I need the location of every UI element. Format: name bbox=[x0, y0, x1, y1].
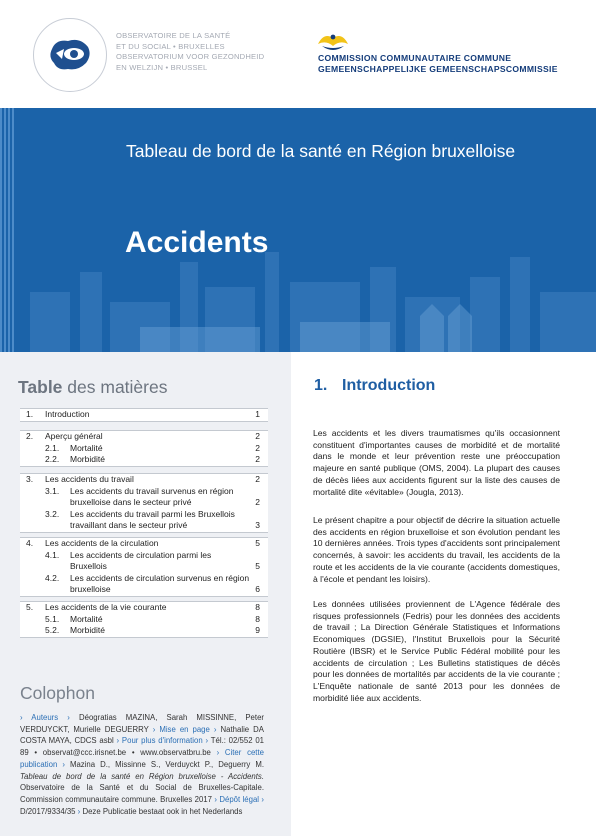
city-skyline-illustration bbox=[0, 232, 596, 352]
toc-entry[interactable]: 2.1. Mortalité 2 bbox=[45, 442, 260, 453]
toc-entry[interactable]: 5.2. Morbidité 9 bbox=[45, 625, 260, 635]
chevron-right-icon: › bbox=[77, 806, 81, 816]
chevron-right-icon: › bbox=[20, 713, 23, 722]
toc-group bbox=[20, 408, 268, 422]
citation-title: Tableau de bord de la santé en Région bruxelloise - Accidents. bbox=[20, 771, 264, 781]
cite-label: Citer cette publication bbox=[20, 748, 264, 769]
toc-entry[interactable]: 1. Introduction 1 bbox=[26, 409, 260, 419]
layout-label: Mise en page bbox=[159, 724, 210, 734]
toc-entry[interactable]: 4.2. Les accidents de circulation survenus en région bruxelloise 6 bbox=[45, 572, 260, 594]
toc-panel bbox=[0, 352, 291, 836]
legal-label: Dépôt légal bbox=[219, 794, 260, 804]
intro-paragraph-1: Les accidents et les divers traumatismes qu'ils occasionnent constituent d'importantes causes de morbidité et de mortalité dans le monde et leur prévention reste une préoccupation majeure en santé publique (OMS, 2004). La plupart des causes de décès liées aux accidents figurent sur la liste des causes de mortalité dite «évitable» (Jougla, 2013). bbox=[313, 428, 560, 497]
title-banner bbox=[0, 108, 596, 352]
chevron-right-icon: › bbox=[214, 794, 217, 804]
toc-group bbox=[20, 601, 268, 638]
toc-entry[interactable]: 3. Les accidents du travail 2 bbox=[26, 474, 260, 484]
banner-subtitle: Tableau de bord de la santé en Région bruxelloise bbox=[126, 141, 516, 161]
toc-entry[interactable]: 2.2. Morbidité 2 bbox=[45, 454, 260, 464]
intro-paragraph-2: Le présent chapitre a pour objectif de décrire la situation actuelle des accidents en région bruxelloise et son évolution pendant les 10 dernières années. Trois types d'accidents sont principalement concernés, à savoir: les accidents du travail, les accidents de la route et les accidents de la vie courante (accidents domestiques, à l'école et pendant les loisirs). bbox=[313, 515, 560, 584]
dutch-note: Deze Publicatie bestaat ook in het Nederlands bbox=[82, 806, 243, 816]
toc-heading: Table des matières bbox=[18, 377, 168, 397]
legal-deposit: D/2017/9334/35 bbox=[20, 806, 76, 816]
colophon-heading: Colophon bbox=[20, 683, 95, 703]
ccc-crown-logo-icon bbox=[316, 32, 350, 52]
toc-entry[interactable]: 5. Les accidents de la vie courante 8 bbox=[26, 602, 260, 612]
citation-authors: Mazina D., Missinne S., Verduyckt P., Deguerry M. bbox=[69, 759, 264, 769]
toc-entry[interactable]: 2. Aperçu général 2 bbox=[26, 431, 260, 441]
intro-paragraph-3: Les données utilisées proviennent de L'Agence fédérale des risques professionnels (Fedris) pour les données des accidents de travail ; La Direction Générale Statistiques et Informations Economiques (DGSIE), l'Institut Bruxellois pour la Sécurité Routière (IBSR) et le Service Public Fédéral mobilité pour les accidents de circulation ; Les Bulletins statistiques de décès pour les données de mortalités par accidents de la vie courante ; L'Enquête nationale de santé 2013 pour les données de morbidité liée aux accidents. bbox=[313, 599, 560, 703]
toc-group bbox=[20, 537, 268, 597]
toc-entry[interactable]: 4. Les accidents de la circulation 5 bbox=[26, 538, 260, 548]
chevron-right-icon: › bbox=[216, 748, 220, 758]
observatory-logo-icon bbox=[33, 18, 107, 92]
authors-label: Auteurs bbox=[31, 713, 59, 722]
toc-entry[interactable]: 3.1. Les accidents du travail survenus en région bruxelloise dans le secteur privé 2 bbox=[45, 485, 260, 507]
header bbox=[0, 0, 596, 108]
section-heading: 1. Introduction bbox=[314, 377, 436, 394]
toc-entry[interactable]: 4.1. Les accidents de circulation parmi les Bruxellois 5 bbox=[45, 549, 260, 571]
toc-group bbox=[20, 473, 268, 533]
ccc-name: COMMISSION COMMUNAUTAIRE COMMUNE GEMEENSCHAPPELIJKE GEMEENSCHAPSCOMMISSIE bbox=[318, 53, 558, 74]
contact-info[interactable]: Tél.: 02/552 01 89 • observat@ccc.irisnet.be • www.observatbru.be bbox=[20, 736, 264, 758]
chevron-right-icon: › bbox=[152, 724, 156, 734]
toc-entry[interactable]: 5.1. Mortalité 8 bbox=[45, 613, 260, 624]
chevron-right-icon: › bbox=[116, 736, 120, 746]
info-label: Pour plus d'information bbox=[121, 736, 203, 746]
observatory-name: OBSERVATOIRE DE LA SANTÉ ET DU SOCIAL • BRUXELLES OBSERVATORIUM VOOR GEZONDHEID EN WELZIJN • BRUSSEL bbox=[116, 31, 265, 72]
toc-group bbox=[20, 430, 268, 467]
toc-entry[interactable]: 3.2. Les accidents du travail parmi les Bruxellois travaillant dans le secteur privé 3 bbox=[45, 508, 260, 530]
colophon-text: › Auteurs › Déogratias MAZINA, Sarah MISSINNE, Peter VERDUYCKT, Murielle DEGUERRY › Mise en page › Nathalie DA COSTA MAYA, CDCS asbl › Pour plus d'information › Tél.: 02/552 01 89 • observat@ccc.irisnet.be • www.observatbru.be › Citer cette publication › Mazina D., Missinne S., Verduyckt P., Deguerry M. Tableau de bord de la santé en Région bruxelloise - Accidents. Observatoire de la Santé et du Social de Bruxelles-Capitale. Commission communautaire commune. Bruxelles 2017 › Dépôt légal › D/2017/9334/35 › Deze Publicatie bestaat ook in het Nederlands bbox=[20, 713, 265, 816]
authors: Déogratias MAZINA, Sarah MISSINNE, Peter VERDUYCKT, Murielle DEGUERRY bbox=[20, 713, 264, 734]
banner-title: Accidents bbox=[125, 226, 269, 259]
layout-credit: Nathalie DA COSTA MAYA, CDCS asbl bbox=[20, 724, 264, 746]
citation-publisher: Observatoire de la Santé et du Social de Bruxelles-Capitale. Commission communautaire commune. Bruxelles 2017 bbox=[20, 783, 264, 804]
